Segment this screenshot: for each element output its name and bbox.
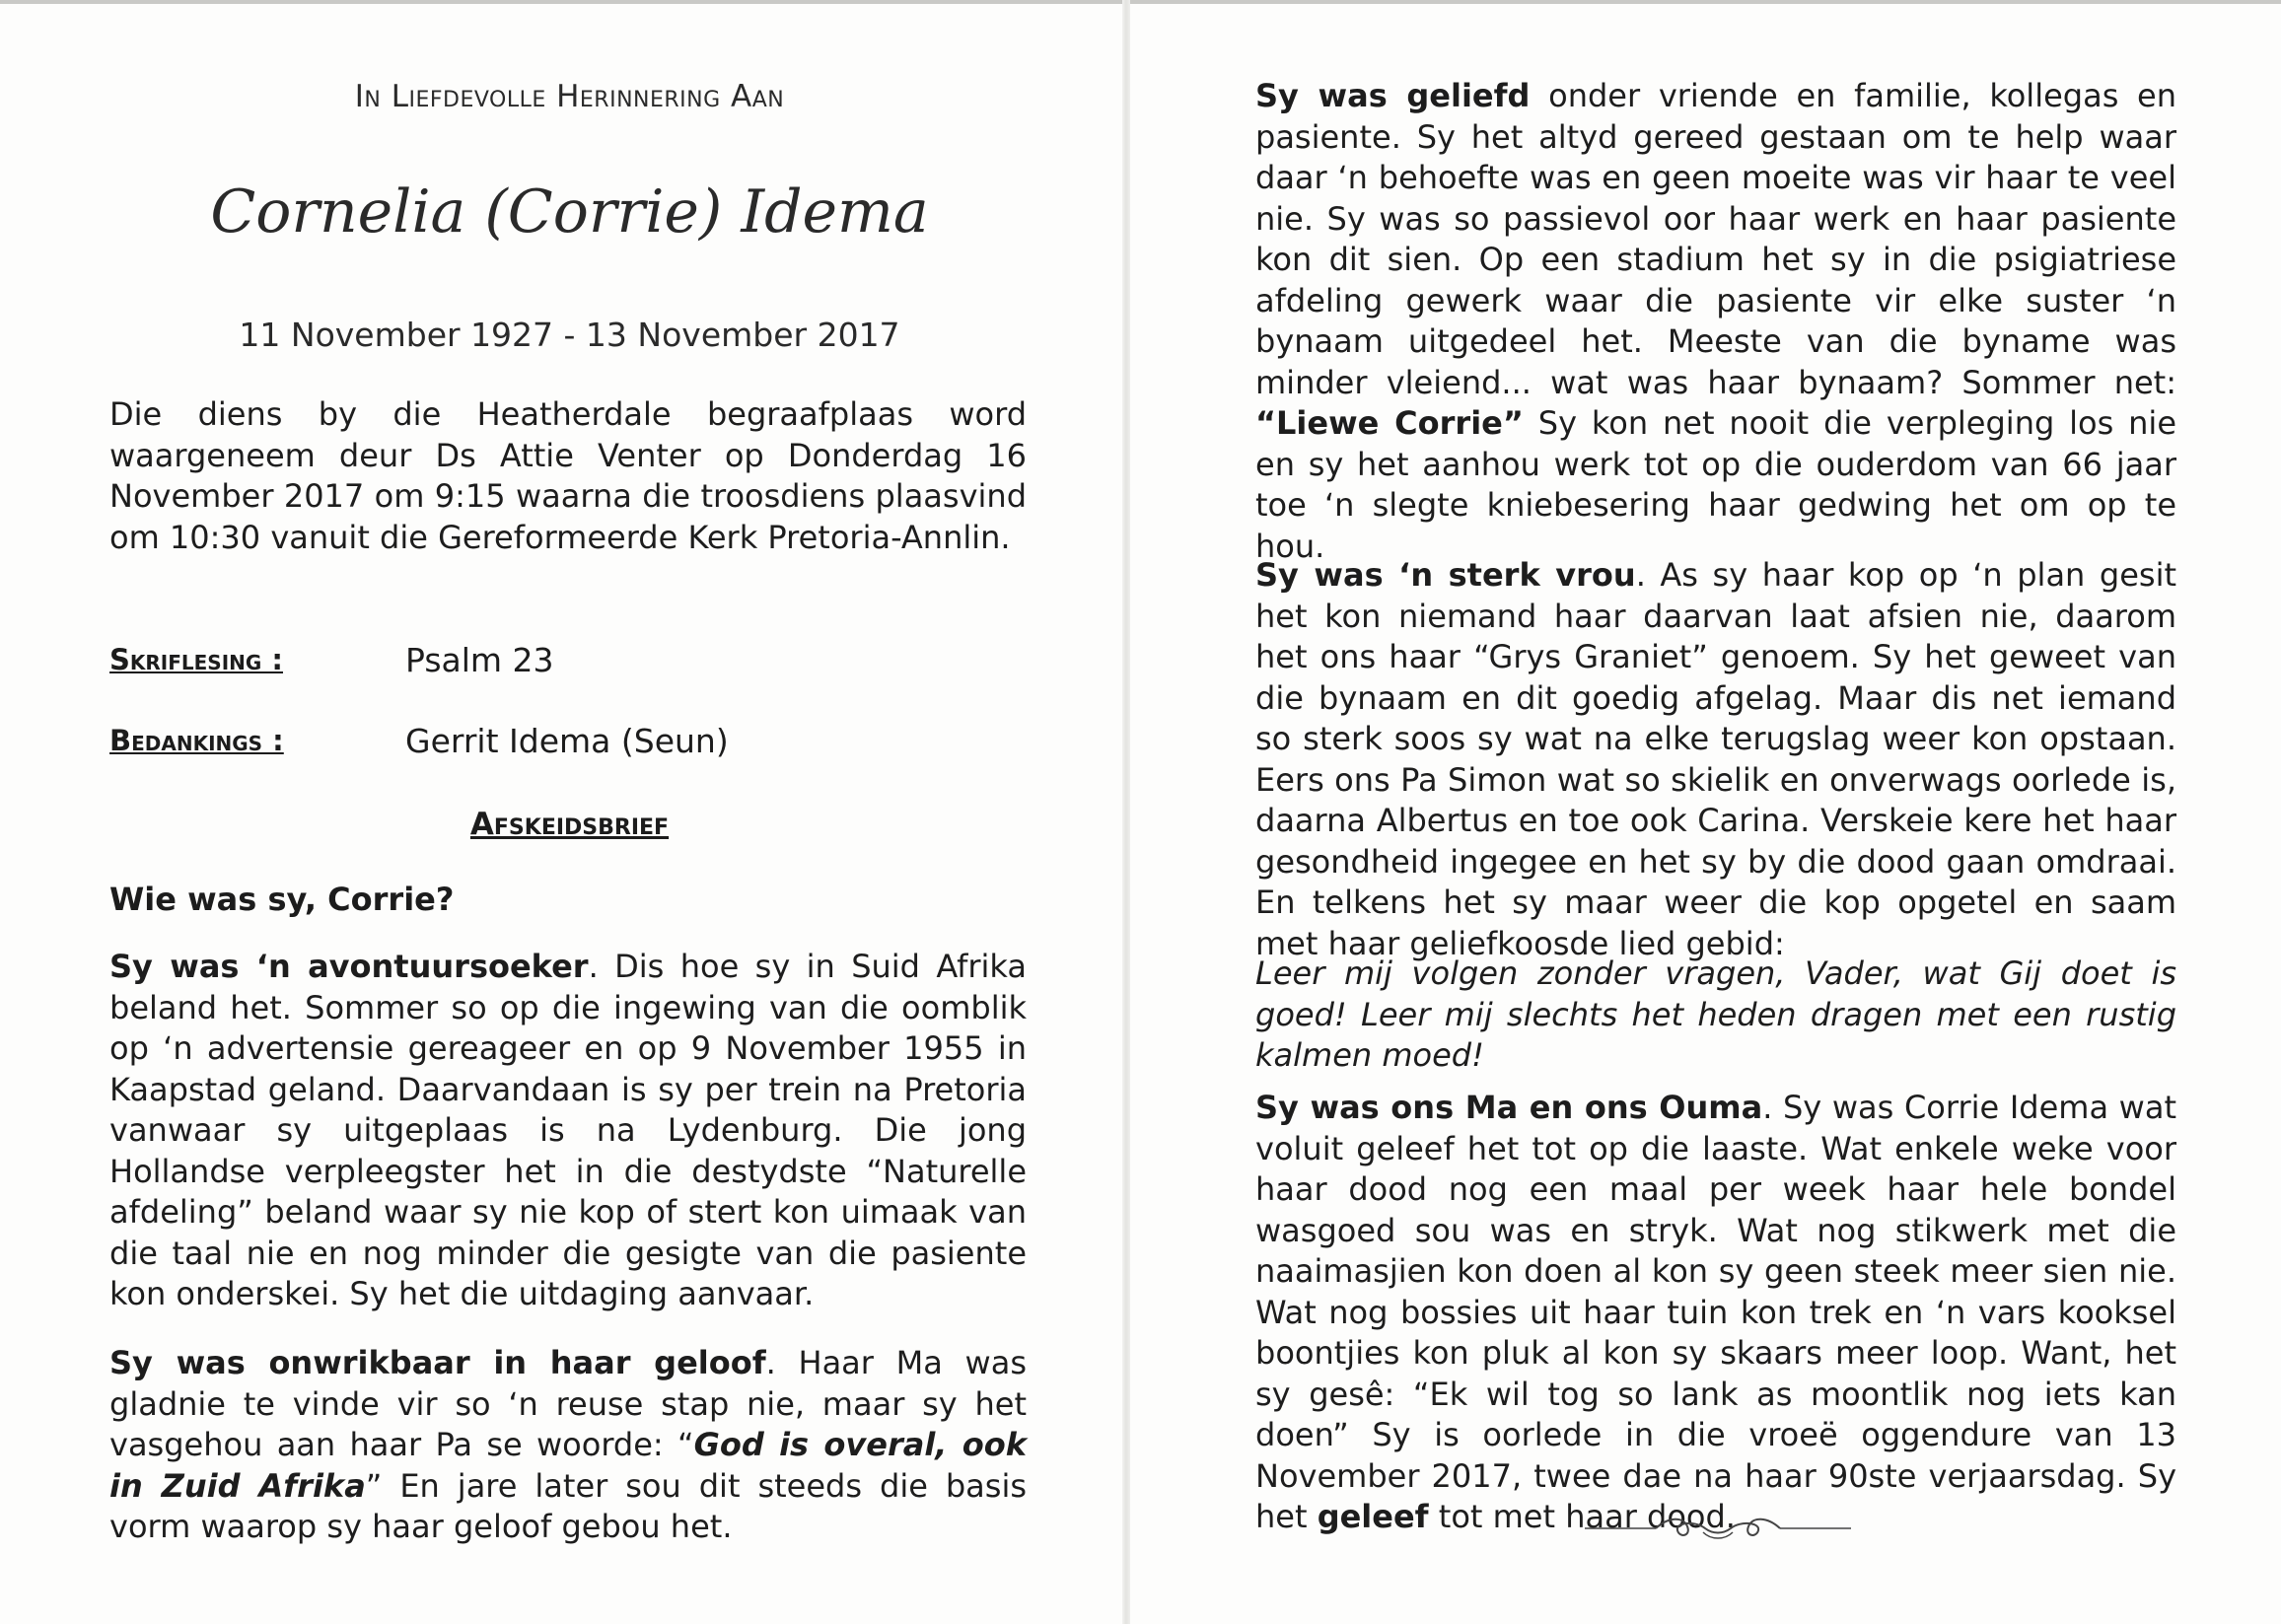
paragraph-adventurer-lead: Sy was ‘n avontuursoeker (109, 948, 589, 985)
paragraph-beloved-text-b: Sy kon net nooit die verpleging los nie en sy het aanhou werk tot op die ouderdom van 66 jaar toe ‘n slegte kniebesering haar gedwing het om op te hou. (1255, 404, 2177, 565)
paragraph-mother (1255, 1088, 2176, 1538)
letter-title: Afskeidsbrief (469, 807, 670, 842)
paragraph-faith-text-a: . Haar Ma was gladnie te vinde vir so ‘n reuse stap nie, maar sy het vasgehou aan haar Pa se woorde: “ (109, 1344, 1028, 1463)
reading-label: Skriflesing : (109, 643, 283, 676)
paragraph-beloved (1255, 76, 2176, 567)
paragraph-mother-bold: geleef (1317, 1498, 1429, 1535)
paragraph-faith (109, 1343, 1027, 1548)
memorial-heading: In Liefdevolle Herinnering Aan (354, 79, 785, 114)
life-dates: 11 November 1927 - 13 November 2017 (239, 316, 900, 354)
flourish-divider-icon (1585, 1509, 1851, 1548)
paragraph-adventurer (109, 947, 1027, 1315)
paragraph-beloved-lead: Sy was geliefd (1255, 77, 1531, 114)
paragraph-strong-lead: Sy was ‘n sterk vrou (1255, 556, 1636, 594)
nickname: “Liewe Corrie” (1255, 404, 1524, 442)
paragraph-faith-lead: Sy was onwrikbaar in haar geloof (109, 1344, 766, 1381)
paragraph-beloved-text-a: onder vriende en familie, kollegas en pasiente. Sy het altyd gereed gestaan om te help waar daar ‘n behoefte was en geen moeite was vir haar te veel nie. Sy was so passievol oor haar werk en haar pasiente kon dit sien. Op een stadium het sy in die psigiatriese afdeling gewerk waar die pasiente vir elke suster ‘n bynaam uitgedeel het. Meeste van die byname was minder vleiend... wat was haar bynaam? Sommer net: (1255, 77, 2177, 401)
paragraph-adventurer-text: . Dis hoe sy in Suid Afrika beland het. Sommer so op die ingewing van die oomblik op ‘n advertensie gereageer en op 9 November 1955 in Kaapstad geland. Daarvandaan is sy per trein na Pretoria vanwaar sy uitgeplaas is na Lydenburg. Die jong Hollandse verpleegster het in die destydste “Naturelle afdeling” beland waar sy nie kop of stert kon uimaak van die taal nie en nog minder die gesigte van die pasiente kon onderskei. Sy het die uitdaging aanvaar. (109, 948, 1028, 1312)
letter-question: Wie was sy, Corrie? (109, 881, 455, 918)
thanks-value: Gerrit Idema (Seun) (405, 722, 729, 760)
reading-value: Psalm 23 (405, 641, 554, 679)
paragraph-strong-woman (1255, 555, 2176, 964)
hymn-quote: Leer mij volgen zonder vragen, Vader, wat Gij doet is goed! Leer mij slechts het heden dragen met een rustig kalmen moed! (1255, 954, 2176, 1074)
paragraph-mother-text-b: tot met haar dood. (1428, 1498, 1736, 1535)
paragraph-faith-text-b: ” En jare later sou dit steeds die basis vorm waarop sy haar geloof gebou het. (109, 1466, 1028, 1545)
service-details: Die diens by die Heatherdale begraafplaas word waargeneem deur Ds Attie Venter op Donderdag 16 November 2017 om 9:15 waarna die troosdiens plaasvind om 10:30 vanuit die Gereformeerde Kerk Pretoria-Annlin. (109, 395, 1027, 556)
paragraph-strong-text: . As sy haar kop op ‘n plan gesit het kon niemand haar daarvan laat afsien nie, daarom het ons haar “Grys Graniet” genoem. Sy het geweet van die bynaam en dit goedig afgelag. Maar dis net iemand so sterk soos sy wat na elke terugslag weer kon opstaan. Eers ons Pa Simon wat so skielik en onverwags oorlede is, daarna Albertus en toe ook Carina. Verskeie kere het haar gesondheid ingegee en het sy by die dood gaan omdraai. En telkens het sy maar weer die kop opgetel en saam met haar geliefkoosde lied gebid: (1255, 556, 2177, 962)
paragraph-faith-quote: God is overal, ook in Zuid Afrika (109, 1426, 1028, 1505)
thanks-label: Bedankings : (109, 724, 284, 757)
paragraph-mother-text-a: . Sy was Corrie Idema wat voluit geleef het tot op die laaste. Wat enkele weke voor haar dood nog een maal per week haar hele bondel wasgoed sou was en stryk. Wat nog stikwerk met die naaimasjien kon doen al kon sy geen steek meer sien nie. Wat nog bossies uit haar tuin kon trek en ‘n vars kooksel boontjies kon pluk al kon sy skaars meer loop. Want, het sy gesê: “Ek wil tog so lank as moontlik nog iets kan doen” Sy is oorlede in die vroeë oggendure van 13 November 2017, twee dae na haar 90ste verjaarsdag. Sy het (1255, 1089, 2177, 1535)
deceased-name: Cornelia (Corrie) Idema (210, 177, 929, 247)
paragraph-mother-lead: Sy was ons Ma en ons Ouma (1255, 1089, 1763, 1126)
